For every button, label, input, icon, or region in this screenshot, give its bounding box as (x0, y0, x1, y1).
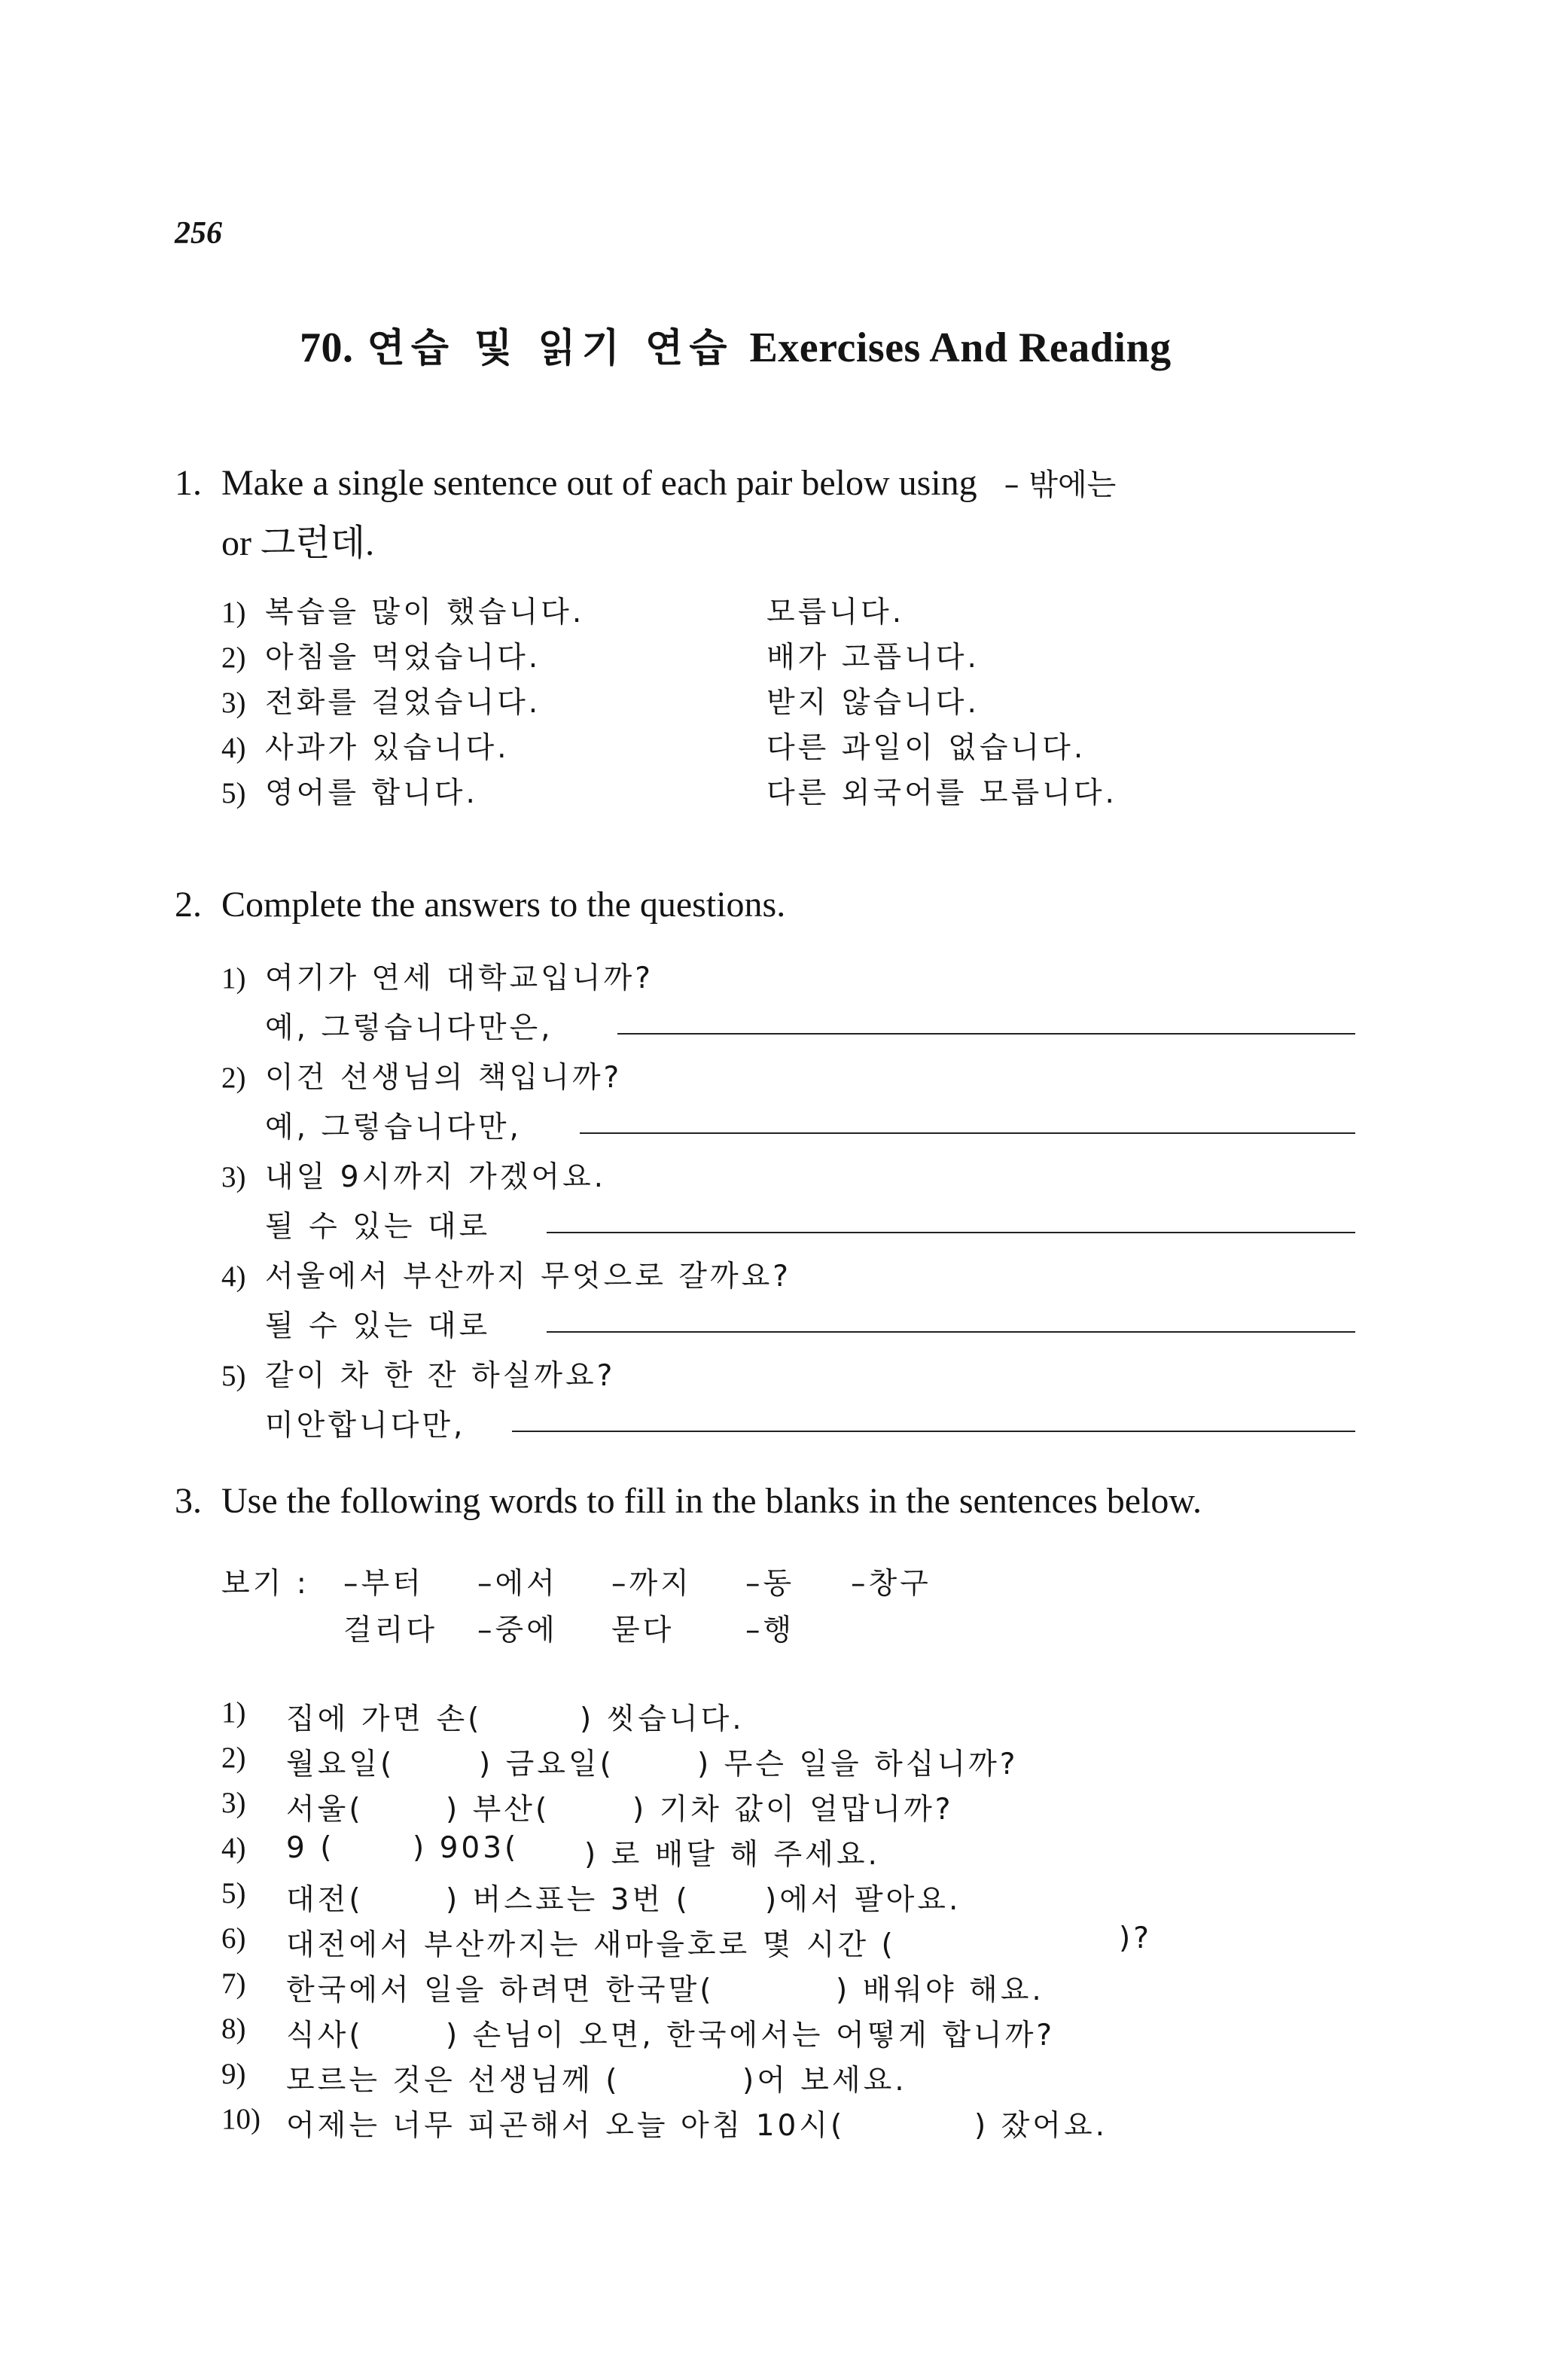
answer-blank-line[interactable] (617, 1033, 1355, 1035)
list-item-pair: 받지 않습니다. (766, 686, 980, 720)
section-1-instruction-korean: – 밖에는 (1004, 468, 1117, 502)
sentence-text: )? (1119, 1921, 1152, 1955)
answer-blank-line[interactable] (512, 1431, 1355, 1432)
list-item-pair: 배가 고픕니다. (766, 641, 980, 675)
fill-in-sentence: 5) (221, 1877, 246, 1909)
sentence-text: ) 로 배달 해 주세요. (584, 1838, 880, 1872)
fill-in-sentence: 6) (221, 1922, 246, 1955)
title-number: 70. (300, 325, 354, 371)
list-item-pair: 다른 외국어를 모릅니다. (766, 776, 1117, 810)
word-bank-word: 묻다 (611, 1614, 675, 1647)
sentence-text: ) 잤어요. (974, 2109, 1108, 2143)
word-bank-word: –행 (745, 1614, 795, 1647)
sentence-text: ) 기차 값이 얼맙니까? (632, 1793, 954, 1827)
sentence-text: ) 배워야 해요. (836, 1973, 1044, 2007)
sentence-text: )에서 팔아요. (765, 1883, 961, 1917)
page-number: 256 (175, 216, 222, 251)
word-bank-word: –부터 (343, 1567, 424, 1601)
word-bank-label: 보기 : (221, 1567, 309, 1601)
sentence-text: 대전( (286, 1883, 364, 1917)
sentence-text: 어제는 너무 피곤해서 오늘 아침 10시( (286, 2109, 846, 2143)
sentence-text: 식사( (286, 2019, 364, 2052)
answer-blank-line[interactable] (547, 1232, 1355, 1233)
answer-prompt: 예, 그렇습니다만, (265, 1111, 522, 1144)
word-bank-word: –에서 (477, 1567, 558, 1601)
answer-prompt: 될 수 있는 대로 (265, 1210, 491, 1244)
sentence-text: 월요일( (286, 1748, 395, 1781)
answer-prompt: 예, 그렇습니다만은, (265, 1011, 553, 1045)
section-2-heading (175, 884, 785, 925)
section-3-heading (175, 1480, 1202, 1522)
sentence-text: 대전에서 부산까지는 새마을호로 몇 시간 ( (286, 1928, 896, 1962)
section-1-number: 1. (175, 463, 202, 503)
sentence-text: 9 ( (286, 1831, 335, 1865)
answer-blank-line[interactable] (547, 1331, 1355, 1333)
word-bank-word: –까지 (611, 1567, 692, 1601)
sentence-text: ) 무슨 일을 하십니까? (697, 1748, 1019, 1781)
answer-blank-line[interactable] (580, 1132, 1355, 1134)
sentence-text: ) 손님이 오면, 한국에서는 어떻게 합니까? (446, 2019, 1056, 2052)
sentence-text: ) 버스표는 3번 ( (446, 1883, 690, 1917)
sentence-text: ) 903( (413, 1831, 520, 1865)
section-2-instruction: Complete the answers to the questions. (221, 885, 786, 925)
list-item-pair: 모릅니다. (766, 596, 905, 629)
sentence-text: ) 금요일( (479, 1748, 614, 1781)
sentence-text: 서울( (286, 1793, 364, 1827)
section-2-number: 2. (175, 885, 202, 925)
sentence-text: ) 씻습니다. (580, 1702, 745, 1736)
fill-in-sentence: 7) (221, 1967, 246, 2000)
fill-in-sentence: 2) (221, 1742, 246, 1774)
question: 2) 이건 선생님의 책입니까? (221, 1061, 623, 1095)
list-item: 2) 아침을 먹었습니다. (221, 641, 541, 675)
section-1-heading (175, 461, 1116, 504)
fill-in-sentence: 4) (221, 1832, 246, 1864)
answer-prompt: 될 수 있는 대로 (265, 1309, 491, 1343)
sentence-text: 집에 가면 손( (286, 1702, 483, 1736)
fill-in-sentence: 3) (221, 1787, 246, 1819)
sentence-text: )어 보세요. (742, 2064, 907, 2098)
list-item: 4) 사과가 있습니다. (221, 731, 510, 765)
sentence-text: ) 부산( (446, 1793, 550, 1827)
fill-in-sentence: 8) (221, 2013, 246, 2045)
word-bank-word: 걸리다 (343, 1614, 438, 1647)
section-3-number: 3. (175, 1481, 202, 1521)
title-english: Exercises And Reading (749, 325, 1172, 371)
section-1-instruction: Make a single sentence out of each pair below using (221, 463, 977, 503)
question: 1) 여기가 연세 대학교입니까? (221, 961, 654, 995)
title-korean: 연습 및 읽기 연습 (367, 326, 733, 371)
word-bank-word: –동 (745, 1567, 795, 1601)
fill-in-sentence: 1) (221, 1696, 246, 1729)
section-1-instruction-continued: or 그런데. (221, 523, 375, 563)
page-title (300, 316, 1172, 373)
word-bank-word: –중에 (477, 1614, 558, 1647)
list-item-pair: 다른 과일이 없습니다. (766, 731, 1086, 765)
question: 4) 서울에서 부산까지 무엇으로 갈까요? (221, 1260, 792, 1294)
fill-in-sentence: 9) (221, 2058, 246, 2090)
sentence-text: 모르는 것은 선생님께 ( (286, 2064, 620, 2098)
answer-prompt: 미안합니다만, (265, 1409, 466, 1443)
fill-in-sentence: 10) (221, 2103, 261, 2135)
word-bank-word: –창구 (851, 1567, 931, 1601)
list-item: 5) 영어를 합니다. (221, 776, 478, 810)
question: 5) 같이 차 한 잔 하실까요? (221, 1359, 616, 1393)
question: 3) 내일 9시까지 가겠어요. (221, 1160, 607, 1194)
section-3-instruction: Use the following words to fill in the blanks in the sentences below. (221, 1481, 1202, 1521)
list-item: 3) 전화를 걸었습니다. (221, 686, 541, 720)
sentence-text: 한국에서 일을 하려면 한국말( (286, 1973, 715, 2007)
list-item: 1) 복습을 많이 했습니다. (221, 596, 585, 629)
